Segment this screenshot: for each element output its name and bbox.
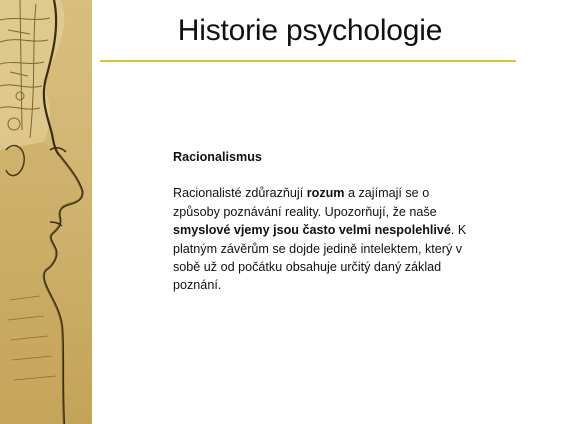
text-run: Racionalisté zdůrazňují <box>173 186 307 201</box>
text-run: a zajímají se o způsoby poznávání reality. Upozorňují, že naše <box>173 186 437 219</box>
body-paragraph <box>173 184 473 294</box>
section-heading: Racionalismus <box>173 150 262 164</box>
slide-title: Historie psychologie <box>177 14 443 47</box>
slide-body <box>173 148 473 295</box>
text-run-bold: smyslové vjemy jsou často velmi nespolehlivé <box>173 223 451 238</box>
phrenology-head-icon <box>0 0 92 424</box>
text-run: . K platným závěrům se dojde jedině intelektem, který v sobě už od počátku obsahuje určitý daný základ poznání. <box>173 223 467 293</box>
phrenology-head-illustration <box>0 0 92 424</box>
text-run-bold: rozum <box>306 186 345 201</box>
title-underline <box>100 60 516 62</box>
